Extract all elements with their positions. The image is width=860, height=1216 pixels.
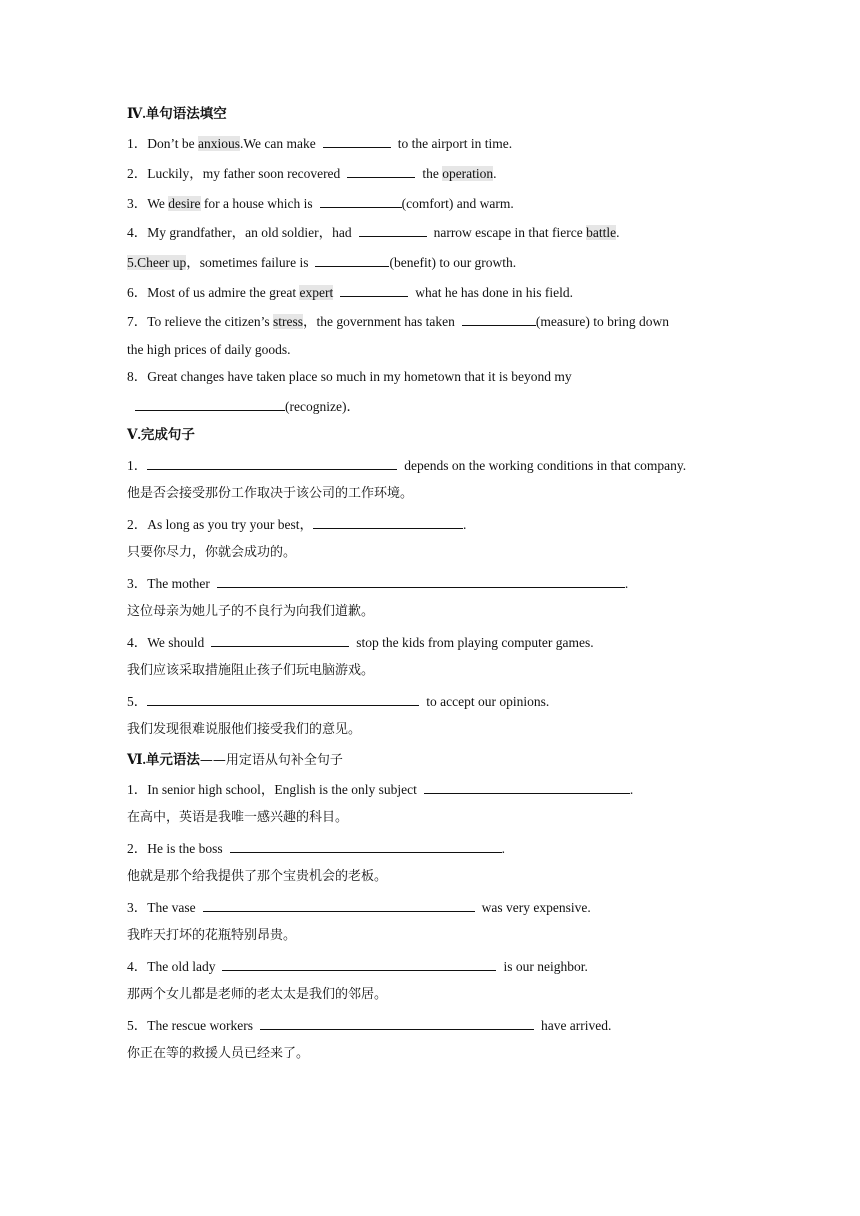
section-v-heading: Ⅴ.完成句子 — [127, 427, 195, 442]
answer-blank[interactable] — [217, 573, 625, 588]
vi-item-3: 3．The vase was very expensive. — [127, 897, 591, 917]
iv-item-6: 6．Most of us admire the great expert what he has done in his field. — [127, 282, 573, 302]
vi-item-4: 4．The old lady is our neighbor. — [127, 956, 588, 976]
answer-blank[interactable] — [203, 897, 475, 912]
iv-item-3: 3．We desire for a house which is (comfort) and warm. — [127, 193, 514, 213]
answer-blank[interactable] — [320, 193, 402, 208]
answer-blank[interactable] — [211, 632, 349, 647]
v-item-2: 2．As long as you try your best， . — [127, 514, 466, 534]
vi-item-2-chinese: 他就是那个给我提供了那个宝贵机会的老板。 — [127, 869, 388, 884]
iv-item-1: 1．Don’t be anxious.We can make to the airport in time. — [127, 133, 512, 153]
answer-blank[interactable] — [135, 396, 285, 411]
iv-item-4: 4．My grandfather，an old soldier，had narrow escape in that fierce battle. — [127, 222, 620, 242]
v-item-5-chinese: 我们发现很难说服他们接受我们的意见。 — [127, 722, 362, 737]
v-item-4-chinese: 我们应该采取措施阻止孩子们玩电脑游戏。 — [127, 663, 375, 678]
section-vi-heading: Ⅵ.单元语法——用定语从句补全句子 — [127, 752, 343, 768]
section-iv-heading: Ⅳ.单句语法填空 — [127, 106, 227, 121]
answer-blank[interactable] — [313, 514, 463, 529]
vi-item-2: 2．He is the boss . — [127, 838, 505, 858]
vi-item-5: 5．The rescue workers have arrived. — [127, 1015, 611, 1035]
v-item-4: 4．We should stop the kids from playing computer games. — [127, 632, 594, 652]
iv-item-8: 8．Great changes have taken place so much in my hometown that it is beyond my — [127, 369, 572, 384]
answer-blank[interactable] — [230, 838, 502, 853]
answer-blank[interactable] — [147, 455, 397, 470]
iv-item-5: 5.Cheer up，sometimes failure is (benefit) to our growth. — [127, 252, 516, 272]
answer-blank[interactable] — [424, 779, 630, 794]
vi-item-4-chinese: 那两个女儿都是老师的老太太是我们的邻居。 — [127, 987, 388, 1002]
iv-item-2: 2．Luckily，my father soon recovered the operation. — [127, 163, 497, 183]
v-item-3-chinese: 这位母亲为她儿子的不良行为向我们道歉。 — [127, 604, 375, 619]
answer-blank[interactable] — [347, 163, 415, 178]
answer-blank[interactable] — [462, 311, 536, 326]
answer-blank[interactable] — [359, 222, 427, 237]
answer-blank[interactable] — [147, 691, 419, 706]
iv-item-8-cont: (recognize)． — [135, 396, 360, 416]
v-item-1: 1． depends on the working conditions in that company. — [127, 455, 686, 475]
vi-item-3-chinese: 我昨天打坏的花瓶特别昂贵。 — [127, 928, 297, 943]
answer-blank[interactable] — [315, 252, 389, 267]
vi-item-1-chinese: 在高中，英语是我唯一感兴趣的科目。 — [127, 810, 349, 825]
v-item-3: 3．The mother . — [127, 573, 628, 593]
answer-blank[interactable] — [260, 1015, 534, 1030]
iv-item-7-cont: the high prices of daily goods. — [127, 342, 291, 357]
v-item-5: 5． to accept our opinions. — [127, 691, 549, 711]
iv-item-7: 7．To relieve the citizen’s stress，the government has taken (measure) to bring down — [127, 311, 669, 331]
v-item-1-chinese: 他是否会接受那份工作取决于该公司的工作环境。 — [127, 486, 414, 501]
answer-blank[interactable] — [323, 133, 391, 148]
v-item-2-chinese: 只要你尽力，你就会成功的。 — [127, 545, 297, 560]
answer-blank[interactable] — [340, 282, 408, 297]
answer-blank[interactable] — [222, 956, 496, 971]
vi-item-5-chinese: 你正在等的救援人员已经来了。 — [127, 1046, 310, 1061]
vi-item-1: 1．In senior high school，English is the only subject . — [127, 779, 633, 799]
